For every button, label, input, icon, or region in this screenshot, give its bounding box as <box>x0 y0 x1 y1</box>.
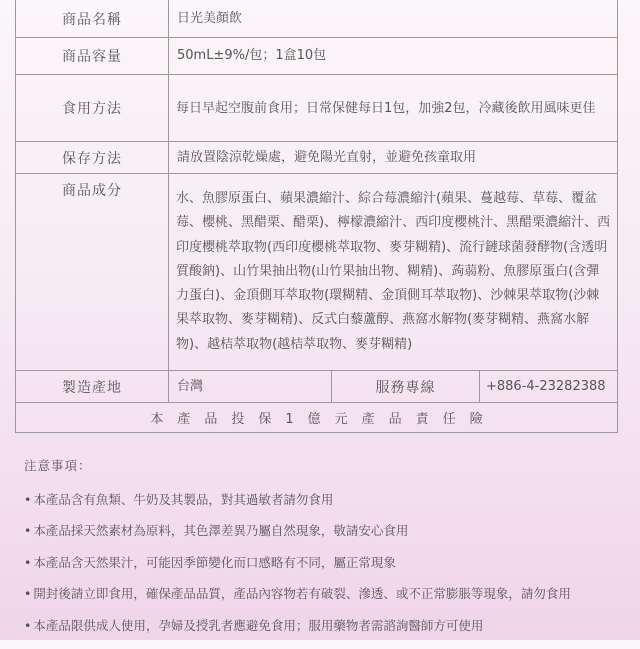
ingredients-value: 水、魚膠原蛋白、蘋果濃縮汁、綜合莓濃縮汁(蘋果、蔓越莓、草莓、覆盆莓、櫻桃、黑醋栗、醋栗)、檸檬濃縮汁、西印度櫻桃汁、黑醋栗濃縮汁、西印度櫻桃萃取物(西印度櫻桃萃取物、麥芽糊精)、流行鏈球菌發酵物(含透明質酸鈉)、山竹果抽出物(山竹果抽出物、糊精)、蒟蒻粉、魚膠原蛋白(含彈力蛋白)、金頂側耳萃取物(環糊精、金頂側耳萃取物)、沙棘果萃取物(沙棘果萃取物、麥芽糊精)、反式白藜蘆醇、燕窩水解物(麥芽糊精、燕窩水解物)、越桔萃取物(越桔萃取物、麥芽糊精) <box>169 174 618 371</box>
note-text: 開封後請立即食用，確保產品品質，產品內容物若有破裂、滲透、或不正常膨脹等現象，請勿食用 <box>33 586 571 602</box>
bullet-icon: • <box>24 492 32 507</box>
capacity-label: 商品容量 <box>16 38 169 75</box>
origin-label: 製造產地 <box>16 371 169 403</box>
service-label: 服務專線 <box>332 371 480 403</box>
ingredients-label: 商品成分 <box>16 174 169 371</box>
capacity-value: 50mL±9%/包；1盒10包 <box>169 38 618 75</box>
note-text: 本產品採天然素材為原料，其色澤差異乃屬自然現象，敬請安心食用 <box>33 523 409 539</box>
bullet-icon: • <box>24 554 32 570</box>
row-origin-service <box>16 371 618 403</box>
note-text: 本產品限供成人使用，孕婦及授乳者應避免食用；服用藥物者需諮詢醫師方可使用 <box>33 617 484 633</box>
row-usage <box>16 75 618 142</box>
list-item <box>24 555 624 571</box>
row-ingredients <box>16 174 618 371</box>
origin-value: 台灣 <box>169 371 332 403</box>
note-text: 本產品含有魚類、牛奶及其製品，對其過敏者請勿食用 <box>33 492 334 507</box>
list-item <box>24 523 624 539</box>
bullet-icon: • <box>24 617 32 633</box>
row-insurance <box>16 403 618 433</box>
product-spec-table <box>15 0 618 433</box>
precautions-title: 注意事項： <box>24 458 92 473</box>
product-name-value: 日光美顏飲 <box>169 0 618 38</box>
storage-value: 請放置陰涼乾燥處，避免陽光直射，並避免孩童取用 <box>169 142 618 174</box>
usage-label: 食用方法 <box>16 75 169 142</box>
row-storage <box>16 142 618 174</box>
product-name-label: 商品名稱 <box>16 0 169 38</box>
bullet-icon: • <box>24 586 32 602</box>
row-capacity <box>16 38 618 75</box>
list-item <box>24 492 624 508</box>
storage-label: 保存方法 <box>16 142 169 174</box>
usage-value: 每日早起空腹前食用；日常保健每日1包，加強2包，冷藏後飲用風味更佳 <box>169 75 618 142</box>
precautions-section <box>24 456 624 649</box>
service-phone-value: +886-4-23282388 <box>480 371 618 403</box>
insurance-notice: 本產品投保1億元產品責任險 <box>16 403 618 433</box>
list-item <box>24 618 624 634</box>
note-text: 本產品含天然果汁，可能因季節變化而口感略有不同，屬正常現象 <box>33 554 396 570</box>
list-item <box>24 586 624 602</box>
row-product-name <box>16 0 618 38</box>
bullet-icon: • <box>24 523 32 539</box>
